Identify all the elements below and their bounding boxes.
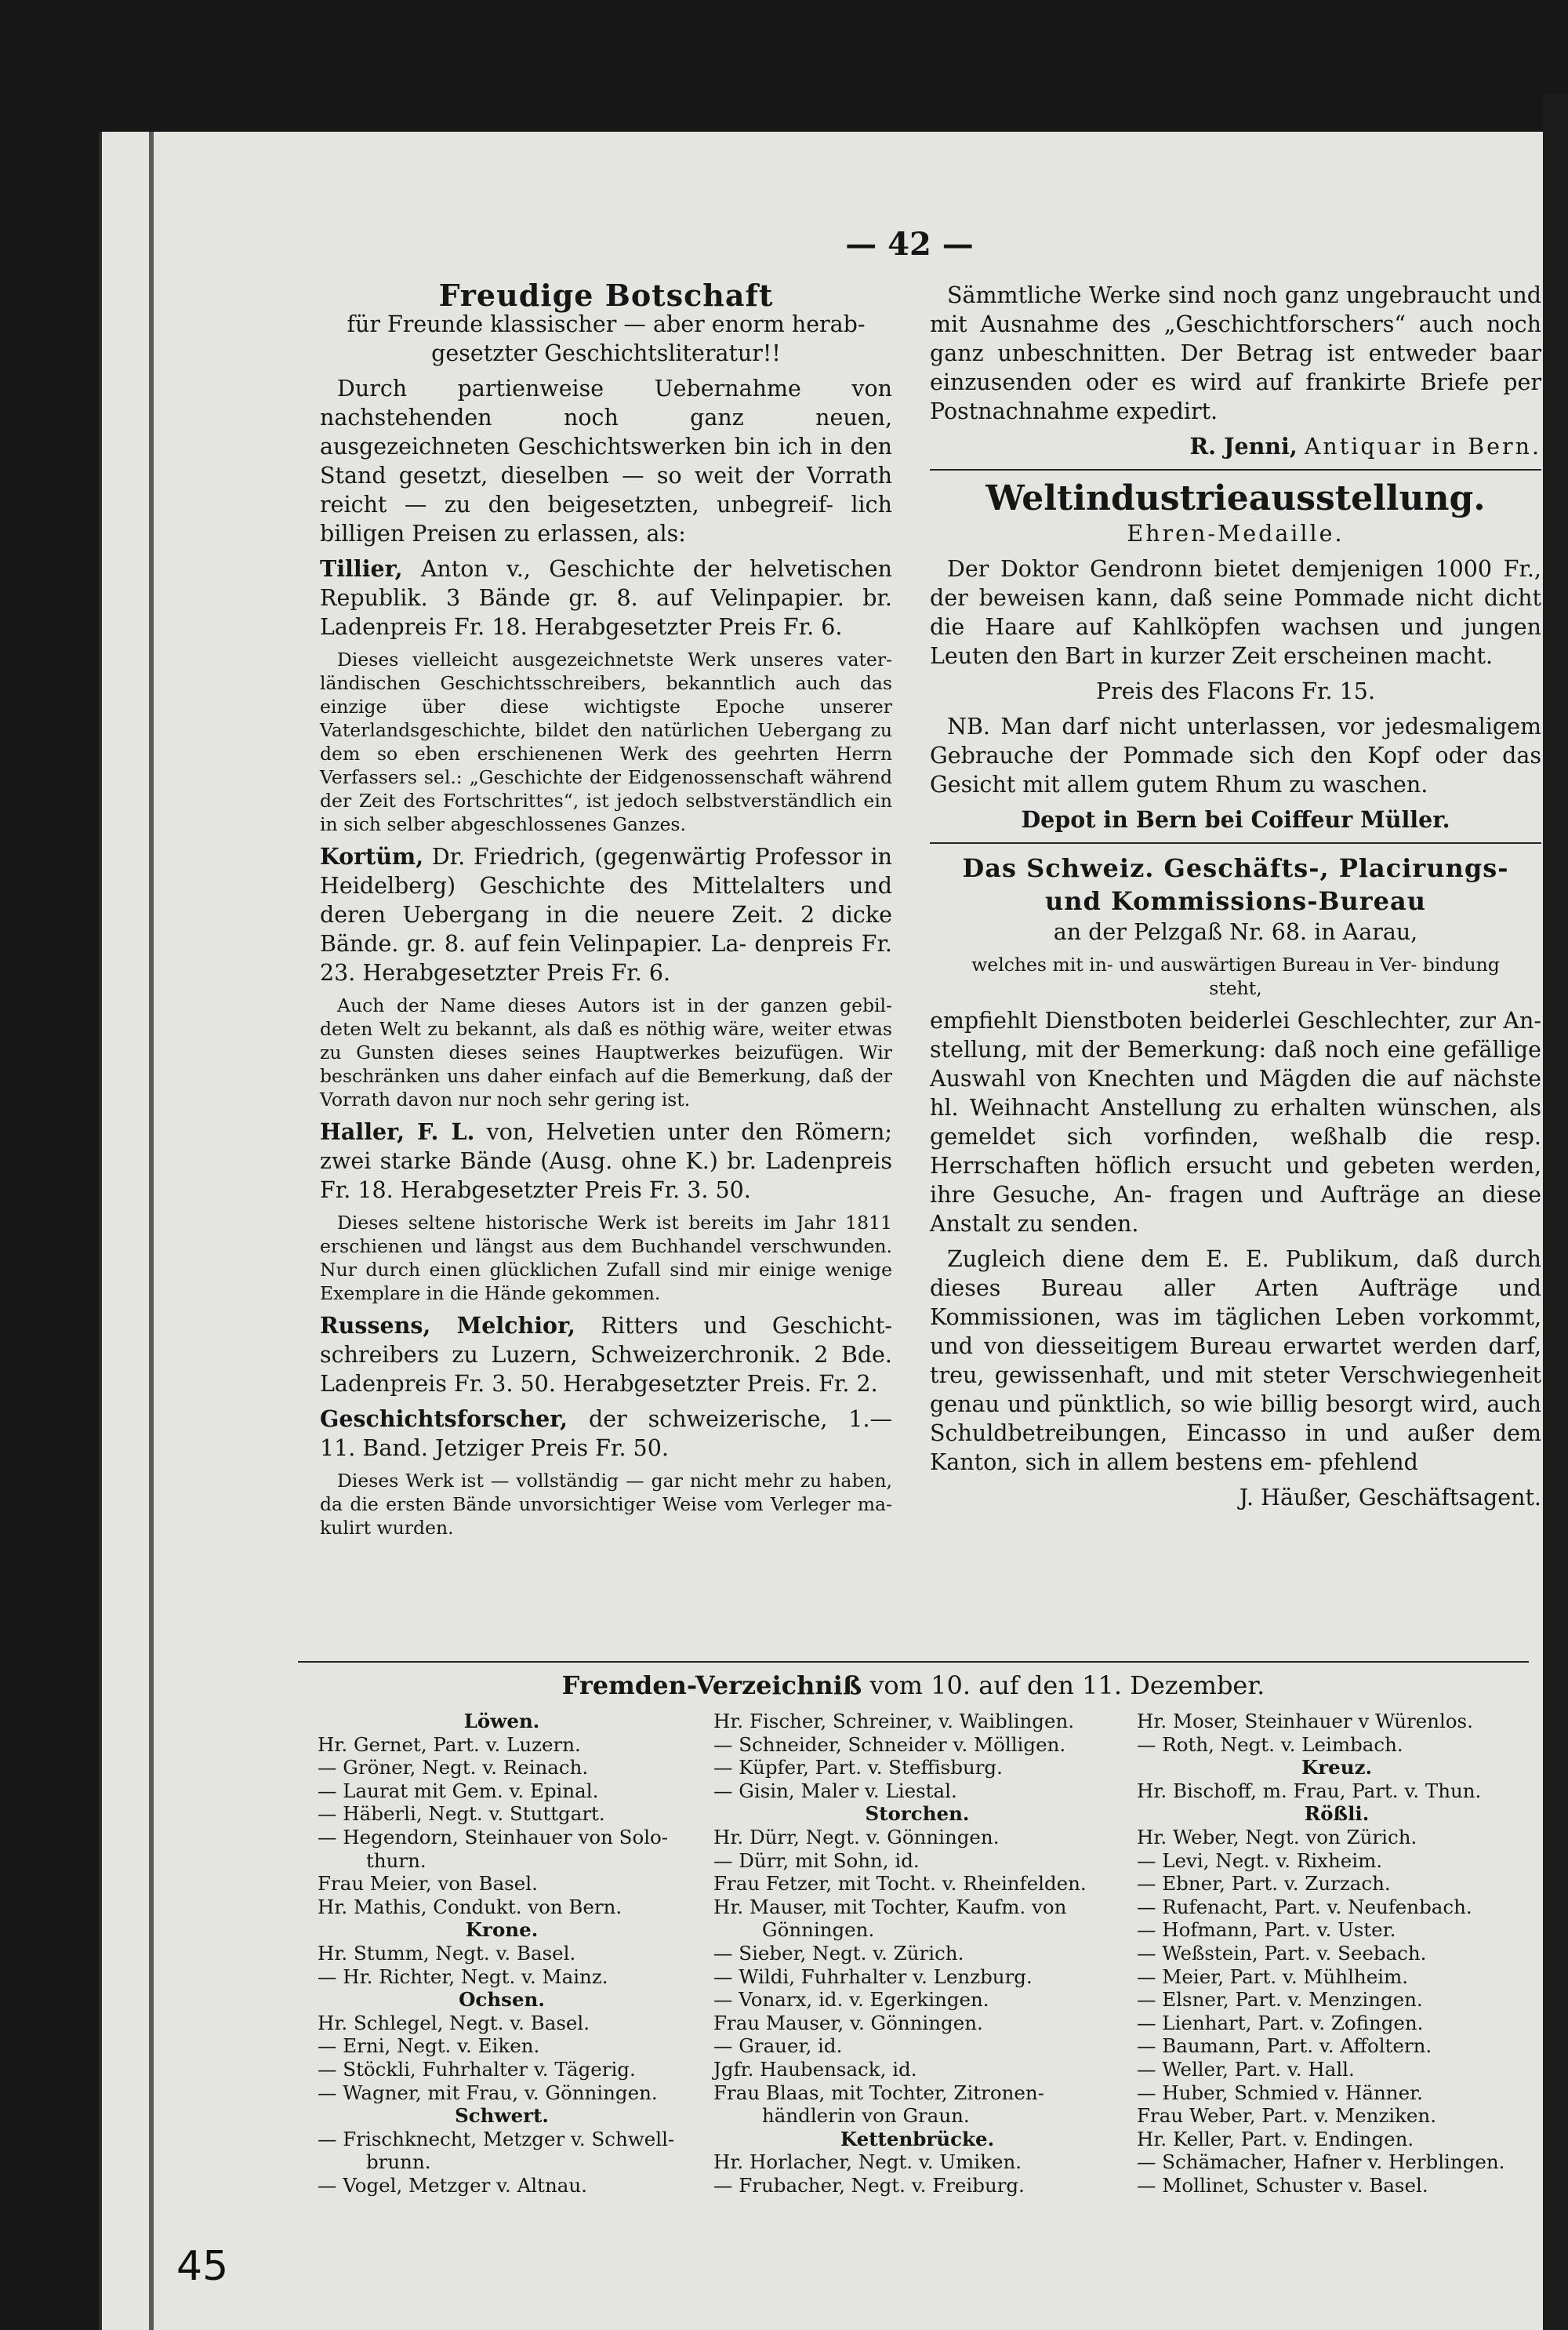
signature: J. Häußer, Geschäftsagent. <box>1239 1485 1541 1510</box>
gutter-line <box>149 132 154 2330</box>
guest-entry: — Frubacher, Negt. v. Freiburg. <box>713 2173 1025 2197</box>
guest-entry: — Levi, Negt. v. Rixheim. <box>1137 1848 1383 1872</box>
guest-entry: Frau Mauser, v. Gönningen. <box>713 2011 983 2034</box>
ad-title: Weltindustrieausstellung. <box>985 478 1486 518</box>
ad-price: Preis des Flacons Fr. 15. <box>1095 678 1375 704</box>
ad-paragraph: Zugleich diene dem E. E. Publikum, daß durch dieses Bureau aller Arten Aufträge und Kommissionen, was im täglichen Leben vorkommt, und von diesseitigem Bureau erwartet werden darf, treu, gewissenhaft, und mit steter Verschwiegenheit genau und pünktlich, so wie billig besorgt wird, auch Schuldbetreibungen, Eincasso in und außer dem Kanton, sich in allem bestens em- pfehlend <box>930 1246 1541 1475</box>
guest-entry: — Schämacher, Hafner v. Herblingen. <box>1137 2150 1505 2174</box>
ad-subtitle: für Freunde klassischer — aber enorm herab- gesetzter Geschichtsliteratur!! <box>347 311 866 366</box>
guest-entry: — Mollinet, Schuster v. Basel. <box>1137 2173 1428 2197</box>
hotel-name: Ochsen. <box>459 1988 545 2012</box>
guest-entry: — Hegendorn, Steinhauer von Solo- <box>318 1825 669 1848</box>
register-column-1 <box>318 1710 686 2197</box>
entry-text: Dr. Friedrich, (gegenwärtig Professor in Heidelberg) Geschichte des Mittelalters und deren Uebergang in die neuere Zeit. 2 dicke Bände. gr. 8. auf fein Velinpapier. La- denpreis Fr. 23. Herabgesetzter Preis Fr. 6. <box>320 844 892 986</box>
guest-entry: — Grauer, id. <box>713 2034 843 2058</box>
guest-entry: Hr. Dürr, Negt. v. Gönningen. <box>713 1825 1000 1848</box>
ad-text: Der Doktor Gendronn bietet demjenigen 1000 Fr., der beweisen kann, daß seine Pommade nicht dicht die Haare auf Kahlköpfen wachsen und jungen Leuten den Bart in kurzer Zeit erscheinen macht. <box>930 556 1541 669</box>
signature <box>930 432 1541 461</box>
divider <box>298 1661 1529 1663</box>
guest-entry: Frau Blaas, mit Tochter, Zitronen- <box>713 2081 1044 2104</box>
guest-entry: — Küpfer, Part. v. Steffisburg. <box>713 1756 1003 1779</box>
guest-entry: — Lienhart, Part. v. Zofingen. <box>1137 2011 1424 2034</box>
register-title-bold: Fremden-Verzeichniß <box>561 1670 862 1700</box>
guest-entry: Hr. Keller, Part. v. Endingen. <box>1137 2127 1414 2150</box>
hotel-name: Schwert. <box>455 2104 549 2128</box>
guest-entry: — Häberli, Negt. v. Stuttgart. <box>318 1802 605 1826</box>
guest-entry: Hr. Mauser, mit Tochter, Kaufm. von <box>713 1895 1067 1918</box>
guest-entry: — Hr. Richter, Negt. v. Mainz. <box>318 1965 608 1988</box>
guest-entry: — Erni, Negt. v. Eiken. <box>318 2034 540 2058</box>
guest-entry: — Laurat mit Gem. v. Epinal. <box>318 1779 599 1802</box>
guest-entry: Frau Fetzer, mit Tocht. v. Rheinfelden. <box>713 1872 1087 1896</box>
guest-entry: Hr. Horlacher, Negt. v. Umiken. <box>713 2150 1022 2174</box>
guest-entry: — Vonarx, id. v. Egerkingen. <box>713 1988 989 2012</box>
hotel-name: Krone. <box>465 1918 539 1942</box>
ad-continuation: Sämmtliche Werke sind noch ganz ungebraucht und mit Ausnahme des „Geschichtforschers“ auch noch ganz unbeschnitten. Der Betrag ist entweder baar einzusenden oder es wird auf frankirte Briefe per Postnachnahme expedirt. <box>930 282 1541 424</box>
author-name: Geschichtsforscher, <box>320 1405 568 1432</box>
guest-entry: Hr. Mathis, Condukt. von Bern. <box>318 1895 622 1918</box>
guest-entry: — Rufenacht, Part. v. Neufenbach. <box>1137 1895 1472 1918</box>
page-edge <box>1543 94 1568 2330</box>
book-entry <box>320 554 892 642</box>
guest-entry: — Dürr, mit Sohn, id. <box>713 1848 920 1872</box>
guest-entry: — Roth, Negt. v. Leimbach. <box>1137 1732 1403 1756</box>
page-number: — 42 — <box>845 226 974 263</box>
book-entry <box>320 1405 892 1463</box>
hotel-name: Kreuz. <box>1301 1756 1373 1779</box>
entry-text: von, Helvetien unter den Römern; zwei starke Bände (Ausg. ohne K.) br. Ladenpreis Fr. 18. Herabgesetzter Preis Fr. 3. 50. <box>320 1119 892 1203</box>
entry-text: Ritters und Geschicht- schreibers zu Luzern, Schweizerchronik. 2 Bde. Ladenpreis Fr. 3. 50. Herabgesetzter Preis. Fr. 2. <box>320 1313 893 1397</box>
ad-subtitle: Ehren-Medaille. <box>1127 521 1345 547</box>
ad-paragraph: empfiehlt Dienstboten beiderlei Geschlechter, zur An- stellung, mit der Bemerkung: daß noch eine gefällige Auswahl von Knechten und Mägden die auf nächste hl. Weihnacht Anstellung zu erhalten wünschen, als gemeldet sich vorfinden, weßhalb die resp. Herrschaften höflich ersucht und gebeten werden, ihre Gesuche, An- fragen und Aufträge an diese Anstalt zu senden. <box>930 1008 1541 1237</box>
guest-entry: — Hofmann, Part. v. Uster. <box>1137 1918 1396 1942</box>
entry-note: Dieses Werk ist — vollständig — gar nicht mehr zu haben, da die ersten Bände unvorsichtiger Weise vom Verleger ma- kulirt wurden. <box>320 1470 892 1539</box>
author-name: Kortüm, <box>320 843 424 870</box>
guest-entry: Jgfr. Haubensack, id. <box>713 2057 917 2081</box>
entry-note: Dieses seltene historische Werk ist bereits im Jahr 1811 erschienen und längst aus dem Buchhandel verschwunden. Nur durch einen glücklichen Zufall sind mir einige wenige Exemplare in die Hände gekommen. <box>320 1212 892 1304</box>
author-name: Tillier, <box>320 555 403 582</box>
hotel-name: Storchen. <box>865 1802 970 1826</box>
hotel-name: Löwen. <box>463 1710 540 1732</box>
author-name: Russens, Melchior, <box>320 1312 575 1339</box>
signature-name: R. Jenni, <box>1189 433 1298 460</box>
guest-entry: Frau Meier, von Basel. <box>318 1872 538 1896</box>
guest-entry: Hr. Gernet, Part. v. Luzern. <box>318 1732 581 1756</box>
guest-entry: — Ebner, Part. v. Zurzach. <box>1137 1872 1391 1896</box>
entry-note: Auch der Name dieses Autors ist in der ganzen gebil- deten Welt zu bekannt, als daß es nöthig wäre, weiter etwas zu Gunsten dieses seines Hauptwerkes beizufügen. Wir beschränken uns daher einfach auf die Bemerkung, daß der Vorrath davon nur noch sehr gering ist. <box>320 994 892 1110</box>
guest-entry: Hr. Bischoff, m. Frau, Part. v. Thun. <box>1137 1779 1482 1802</box>
left-column <box>320 278 893 1546</box>
guest-entry: — Frischknecht, Metzger v. Schwell- <box>318 2127 675 2150</box>
divider <box>930 469 1541 471</box>
guest-entry: — Huber, Schmied v. Hänner. <box>1137 2081 1423 2104</box>
author-name: Haller, F. L. <box>320 1118 475 1145</box>
register-column-2 <box>713 1710 1121 2197</box>
guest-entry: — Wildi, Fuhrhalter v. Lenzburg. <box>713 1965 1033 1988</box>
entry-note: Dieses vielleicht ausgezeichnetste Werk unseres vater- ländischen Geschichtsschreibers, bekanntlich auch das einzige über diese wichtigste Epoche unserer Vaterlandsgeschichte, bildet den natürlichen Uebergang zu dem so eben erschienenen Werk des geehrten Herrn Verfassers sel.: „Geschichte der Eidgenossenschaft während der Zeit des Fortschrittes“, ist jedoch selbstverständlich ein in sich selber abgeschlossenes Ganzes. <box>320 649 892 835</box>
guest-entry: — Gisin, Maler v. Liestal. <box>713 1779 957 1802</box>
guest-entry: Frau Weber, Part. v. Menziken. <box>1137 2104 1436 2128</box>
guest-entry: — Weßstein, Part. v. Seebach. <box>1137 1941 1427 1965</box>
guest-entry: — Weller, Part. v. Hall. <box>1137 2057 1355 2081</box>
guest-entry: — Elsner, Part. v. Menzingen. <box>1137 1988 1423 2012</box>
divider <box>930 842 1541 844</box>
guest-entry: — Sieber, Negt. v. Zürich. <box>713 1941 964 1965</box>
ad-depot: Depot in Bern bei Coiffeur Müller. <box>1021 806 1450 833</box>
register-title <box>298 1670 1529 1700</box>
entry-text: der schweizerische, 1.— 11. Band. Jetziger Preis Fr. 50. <box>320 1406 892 1461</box>
ad-title: Das Schweiz. Geschäfts-, Placirungs- und Kommissions-Bureau <box>962 853 1509 916</box>
guest-entry: — Vogel, Metzger v. Altnau. <box>318 2173 587 2197</box>
ad-relation: welches mit in- und auswärtigen Bureau in Ver- bindung steht, <box>971 954 1500 999</box>
guest-entry: — Meier, Part. v. Mühlheim. <box>1137 1965 1409 1988</box>
ad-intro: Durch partienweise Uebernahme von nachstehenden noch ganz neuen, ausgezeichneten Geschichtswerken bin ich in den Stand gesetzt, dieselben — so weit der Vorrath reicht — zu den beigesetzten, unbegreif- lich billigen Preisen zu erlassen, als: <box>320 376 892 547</box>
book-entry <box>320 842 892 987</box>
book-entry <box>320 1311 892 1398</box>
right-column <box>930 281 1541 1512</box>
guest-entry: Hr. Schlegel, Negt. v. Basel. <box>318 2011 590 2034</box>
guest-entry: Hr. Moser, Steinhauer v Würenlos. <box>1137 1710 1473 1732</box>
hotel-name: Kettenbrücke. <box>840 2127 995 2150</box>
ad-note: NB. Man darf nicht unterlassen, vor jedesmaligem Gebrauche der Pommade sich den Kopf oder das Gesicht mit allem gutem Rhum zu waschen. <box>930 714 1541 798</box>
register-column-3 <box>1137 1710 1537 2197</box>
guest-entry: — Schneider, Schneider v. Mölligen. <box>713 1732 1066 1756</box>
ad-title: Freudige Botschaft <box>438 278 774 313</box>
ad-address: an der Pelzgaß Nr. 68. in Aarau, <box>1053 919 1418 945</box>
guest-entry: — Stöckli, Fuhrhalter v. Tägerig. <box>318 2057 636 2081</box>
guest-entry: Hr. Fischer, Schreiner, v. Waiblingen. <box>713 1710 1075 1732</box>
margin-scrawl: 45 <box>176 2243 229 2290</box>
guest-entry: Hr. Weber, Negt. von Zürich. <box>1137 1825 1417 1848</box>
guest-entry: Hr. Stumm, Negt. v. Basel. <box>318 1941 576 1965</box>
guest-entry-continued: brunn. <box>366 2150 431 2174</box>
hotel-name: Rößli. <box>1304 1802 1370 1826</box>
guest-entry: — Gröner, Negt. v. Reinach. <box>318 1756 589 1779</box>
register-title-date: vom 10. auf den 11. Dezember. <box>869 1670 1265 1700</box>
guest-entry-continued: thurn. <box>366 1848 426 1872</box>
signature-title: Antiquar in Bern. <box>1304 434 1541 460</box>
guest-entry-continued: Gönningen. <box>762 1918 875 1942</box>
book-entry <box>320 1118 892 1205</box>
guest-entry-continued: händlerin von Graun. <box>762 2104 970 2128</box>
guest-entry: — Wagner, mit Frau, v. Gönningen. <box>318 2081 658 2104</box>
guest-entry: — Baumann, Part. v. Affoltern. <box>1137 2034 1432 2058</box>
entry-text: Anton v., Geschichte der helvetischen Republik. 3 Bände gr. 8. auf Velinpapier. br. Ladenpreis Fr. 18. Herabgesetzter Preis Fr. 6. <box>320 556 892 640</box>
